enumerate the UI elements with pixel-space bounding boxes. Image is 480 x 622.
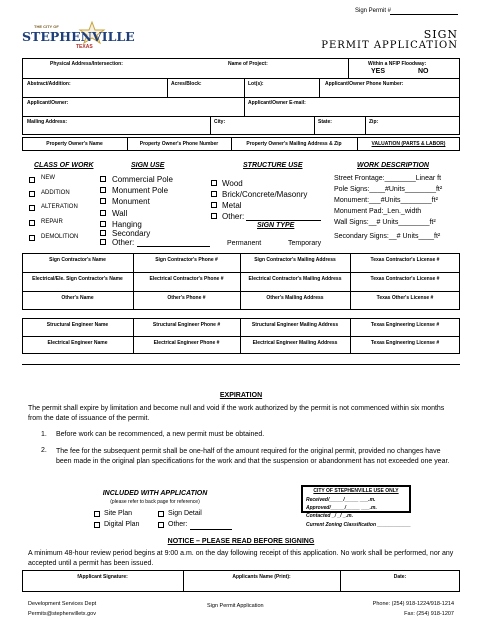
included-other-checkbox[interactable] bbox=[158, 522, 164, 528]
repair-checkbox[interactable] bbox=[29, 220, 35, 226]
repair-label: REPAIR bbox=[41, 219, 63, 225]
contacted-field[interactable]: Contacted _/ _/ _.m. bbox=[306, 513, 353, 519]
sign-contractor-address[interactable]: Sign Contractor's Mailing Address bbox=[254, 257, 336, 263]
sign-use-other-checkbox[interactable] bbox=[100, 239, 106, 245]
floodway-yes[interactable]: YES bbox=[371, 68, 386, 75]
sign-type-heading: SIGN TYPE bbox=[257, 222, 295, 229]
owner-name-cell[interactable]: Property Owner's Name bbox=[46, 141, 103, 147]
logo-small-text: THE CITY OF bbox=[34, 24, 59, 29]
approved-field[interactable] bbox=[306, 505, 377, 511]
owner-mailing-cell[interactable]: Property Owner's Mailing Address & Zip bbox=[246, 141, 342, 147]
monument-pole-checkbox[interactable] bbox=[100, 187, 106, 193]
monument-pole-label: Monument Pole bbox=[112, 186, 169, 195]
wood-checkbox[interactable] bbox=[211, 180, 217, 186]
footer-center: Sign Permit Application bbox=[207, 603, 264, 609]
sign-detail-checkbox[interactable] bbox=[158, 511, 164, 517]
pole-signs-field[interactable]: Pole Signs:____#Units________ft² bbox=[334, 186, 443, 193]
new-label: NEW bbox=[41, 175, 55, 181]
zoning-field[interactable]: Current Zoning Classification ____________ bbox=[306, 522, 411, 528]
structure-other-line[interactable] bbox=[246, 220, 321, 221]
class-of-work-heading: CLASS OF WORK bbox=[34, 162, 94, 169]
received-field[interactable] bbox=[306, 497, 376, 503]
title-line-1: SIGN bbox=[423, 28, 458, 41]
logo-sub-text: TEXAS bbox=[76, 44, 93, 50]
structure-use-heading: STRUCTURE USE bbox=[243, 162, 303, 169]
approved-blanks: /_____/_____ ___.m. bbox=[329, 505, 377, 511]
expiration-item-1: Before work can be recommenced, a new permit must be obtained. bbox=[56, 431, 265, 438]
footer-fax: Fax: (254) 918-1207 bbox=[404, 611, 454, 617]
site-plan-label: Site Plan bbox=[104, 510, 133, 517]
acres-label: Acres/Block: bbox=[171, 81, 202, 87]
project-name-label: Name of Project: bbox=[228, 61, 268, 67]
applicant-owner-label: Applicant/Owner: bbox=[27, 100, 69, 106]
sign-use-heading: SIGN USE bbox=[131, 162, 165, 169]
wood-label: Wood bbox=[222, 179, 243, 188]
included-other-line[interactable] bbox=[190, 529, 232, 530]
site-plan-checkbox[interactable] bbox=[94, 511, 100, 517]
structural-engineer-name[interactable]: Structural Engineer Name bbox=[46, 322, 109, 328]
monument-field[interactable]: Monument:___#Units________ft² bbox=[334, 197, 438, 204]
structure-other-checkbox[interactable] bbox=[211, 213, 217, 219]
notice-heading: NOTICE – PLEASE READ BEFORE SIGNING bbox=[167, 538, 315, 545]
hanging-label: Hanging bbox=[112, 220, 142, 229]
date-field[interactable]: Date: bbox=[393, 574, 407, 580]
expiration-item-1-number: 1. bbox=[41, 431, 47, 438]
monument-pad-field[interactable]: Monument Pad:_Len._width bbox=[334, 208, 422, 215]
brick-checkbox[interactable] bbox=[211, 191, 217, 197]
structural-engineer-phone[interactable]: Structural Engineer Phone # bbox=[152, 322, 221, 328]
temporary-label: Temporary bbox=[288, 240, 322, 247]
structural-engineer-address[interactable]: Structural Engineer Mailing Address bbox=[251, 322, 339, 328]
wall-label: Wall bbox=[112, 209, 128, 218]
other-phone[interactable]: Other's Phone # bbox=[167, 295, 206, 301]
footer-phone: Phone: (254) 918-1224/918-1214 bbox=[372, 601, 454, 607]
footer-dept: Development Services Dept bbox=[28, 601, 97, 607]
demolition-checkbox[interactable] bbox=[29, 235, 35, 241]
expiration-heading: EXPIRATION bbox=[219, 392, 263, 399]
mailing-address-label: Mailing Address: bbox=[27, 119, 68, 125]
abstract-label: Abstract/Addition: bbox=[27, 81, 71, 87]
title-line-2: PERMIT APPLICATION bbox=[321, 40, 458, 51]
electrical-contractor-phone[interactable]: Electrical Contractor's Phone # bbox=[149, 276, 224, 282]
secondary-checkbox[interactable] bbox=[100, 230, 106, 236]
secondary-signs-field[interactable]: Secondary Signs:__# Units____ft² bbox=[334, 233, 441, 240]
other-name[interactable]: Other's Name bbox=[61, 295, 94, 301]
sign-contractor-license[interactable]: Texas Contractor's License # bbox=[370, 257, 440, 263]
notice-text: A minimum 48-hour review period begins at 9:00 a.m. on the day following receipt of this application. No work shall be performed, nor any accepted until a permit has been issued. bbox=[28, 550, 454, 567]
addition-label: ADDITION bbox=[41, 190, 70, 196]
received-label: Received bbox=[306, 497, 328, 503]
digital-plan-label: Digital Plan bbox=[104, 521, 140, 528]
expiration-item-2-number: 2. bbox=[41, 447, 47, 454]
electrical-engineer-name[interactable]: Electrical Engineer Name bbox=[47, 340, 108, 346]
alteration-label: ALTERATION bbox=[41, 204, 78, 210]
approved-label: Approved bbox=[306, 505, 330, 511]
sign-contractor-phone[interactable]: Sign Contractor's Phone # bbox=[155, 257, 218, 263]
commercial-pole-label: Commercial Pole bbox=[112, 175, 173, 184]
lots-label: Lot(s): bbox=[248, 81, 264, 87]
floodway-label: Within a NFIP Floodway: bbox=[368, 61, 427, 67]
other-license[interactable]: Texas Other's License # bbox=[376, 295, 434, 301]
logo-main-text: STEPHENVILLE bbox=[22, 29, 135, 44]
brick-label: Brick/Concrete/Masonry bbox=[222, 190, 308, 199]
applicant-print-name-field[interactable]: Applicants Name (Print): bbox=[232, 574, 291, 580]
addition-checkbox[interactable] bbox=[29, 191, 35, 197]
city-logo bbox=[22, 20, 135, 58]
applicant-signature-field[interactable]: fApplicant Signature: bbox=[77, 574, 128, 580]
state-label: State: bbox=[318, 119, 332, 125]
monument-checkbox[interactable] bbox=[100, 198, 106, 204]
new-checkbox[interactable] bbox=[29, 177, 35, 183]
wall-checkbox[interactable] bbox=[100, 210, 106, 216]
electrical-contractor-name[interactable]: Electrical/Ele. Sign Contractor's Name bbox=[32, 276, 123, 282]
electrical-contractor-license[interactable]: Texas Contractor's License # bbox=[370, 276, 440, 282]
owner-phone-cell[interactable]: Property Owner's Phone Number bbox=[139, 141, 219, 147]
electrical-engineer-address[interactable]: Electrical Engineer Mailing Address bbox=[252, 340, 338, 346]
included-other-label: Other: bbox=[168, 521, 188, 528]
included-heading: INCLUDED WITH APPLICATION bbox=[102, 490, 208, 497]
expiration-item-2: The fee for the subsequent permit shall be one-half of the amount required for the original permit, provided no changes have been made in the original plan specifications for the work and that the suspension or abandonment has not exceeded one year. bbox=[56, 448, 450, 465]
work-description-heading: WORK DESCRIPTION bbox=[357, 162, 429, 169]
digital-plan-checkbox[interactable] bbox=[94, 522, 100, 528]
structure-other-label: Other: bbox=[222, 212, 245, 221]
electrical-engineer-license[interactable]: Texas Engineering License # bbox=[370, 340, 440, 346]
demolition-label: DEMOLITION bbox=[41, 234, 79, 240]
zip-label: Zip: bbox=[369, 119, 379, 125]
floodway-no[interactable]: NO bbox=[418, 68, 429, 75]
electrical-engineer-phone[interactable]: Electrical Engineer Phone # bbox=[153, 340, 220, 346]
street-frontage-field[interactable]: Street Frontage:________Linear ft bbox=[334, 175, 442, 182]
owner-email-label: Applicant/Owner E-mail: bbox=[248, 100, 306, 106]
secondary-label: Secondary bbox=[112, 229, 151, 238]
valuation-cell[interactable]: VALUATION (PARTS & LABOR) bbox=[371, 141, 446, 147]
commercial-pole-checkbox[interactable] bbox=[100, 176, 106, 182]
included-subtext: (please refer to back page for reference) bbox=[110, 499, 200, 505]
city-label: City: bbox=[214, 119, 226, 125]
structural-engineer-license[interactable]: Texas Engineering License # bbox=[370, 322, 440, 328]
electrical-contractor-address[interactable]: Electrical Contractor's Mailing Address bbox=[248, 276, 342, 282]
monument-label: Monument bbox=[112, 197, 150, 206]
permanent-label: Permanent bbox=[227, 240, 262, 247]
metal-label: Metal bbox=[222, 201, 242, 210]
footer-email[interactable]: Permits@stephenvilletx.gov bbox=[28, 611, 96, 617]
metal-checkbox[interactable] bbox=[211, 202, 217, 208]
city-use-heading: CITY OF STEPHENVILLE USE ONLY bbox=[313, 488, 399, 494]
alteration-checkbox[interactable] bbox=[29, 205, 35, 211]
physical-address-label: Physical Address/Intersection: bbox=[50, 61, 123, 67]
hanging-checkbox[interactable] bbox=[100, 221, 106, 227]
permit-number-label: Sign Permit # bbox=[355, 8, 392, 14]
other-address[interactable]: Other's Mailing Address bbox=[266, 295, 324, 301]
sign-detail-label: Sign Detail bbox=[168, 510, 202, 517]
sign-contractor-name[interactable]: Sign Contractor's Name bbox=[49, 257, 106, 263]
wall-signs-field[interactable]: Wall Signs:__# Units________ft² bbox=[334, 219, 436, 226]
sign-use-other-label: Other: bbox=[112, 238, 135, 247]
expiration-divider bbox=[22, 364, 460, 365]
owner-phone-label: Applicant/Owner Phone Number: bbox=[325, 81, 404, 87]
permit-number-line[interactable] bbox=[390, 14, 458, 15]
expiration-intro: The permit shall expire by limitation and become null and void if the work authorized by the permit is not commenced within six months from the date of issuance of the permit. bbox=[28, 405, 445, 422]
received-blanks: /_____/_____ ___.m. bbox=[327, 497, 376, 503]
sign-use-other-line[interactable] bbox=[137, 246, 210, 247]
